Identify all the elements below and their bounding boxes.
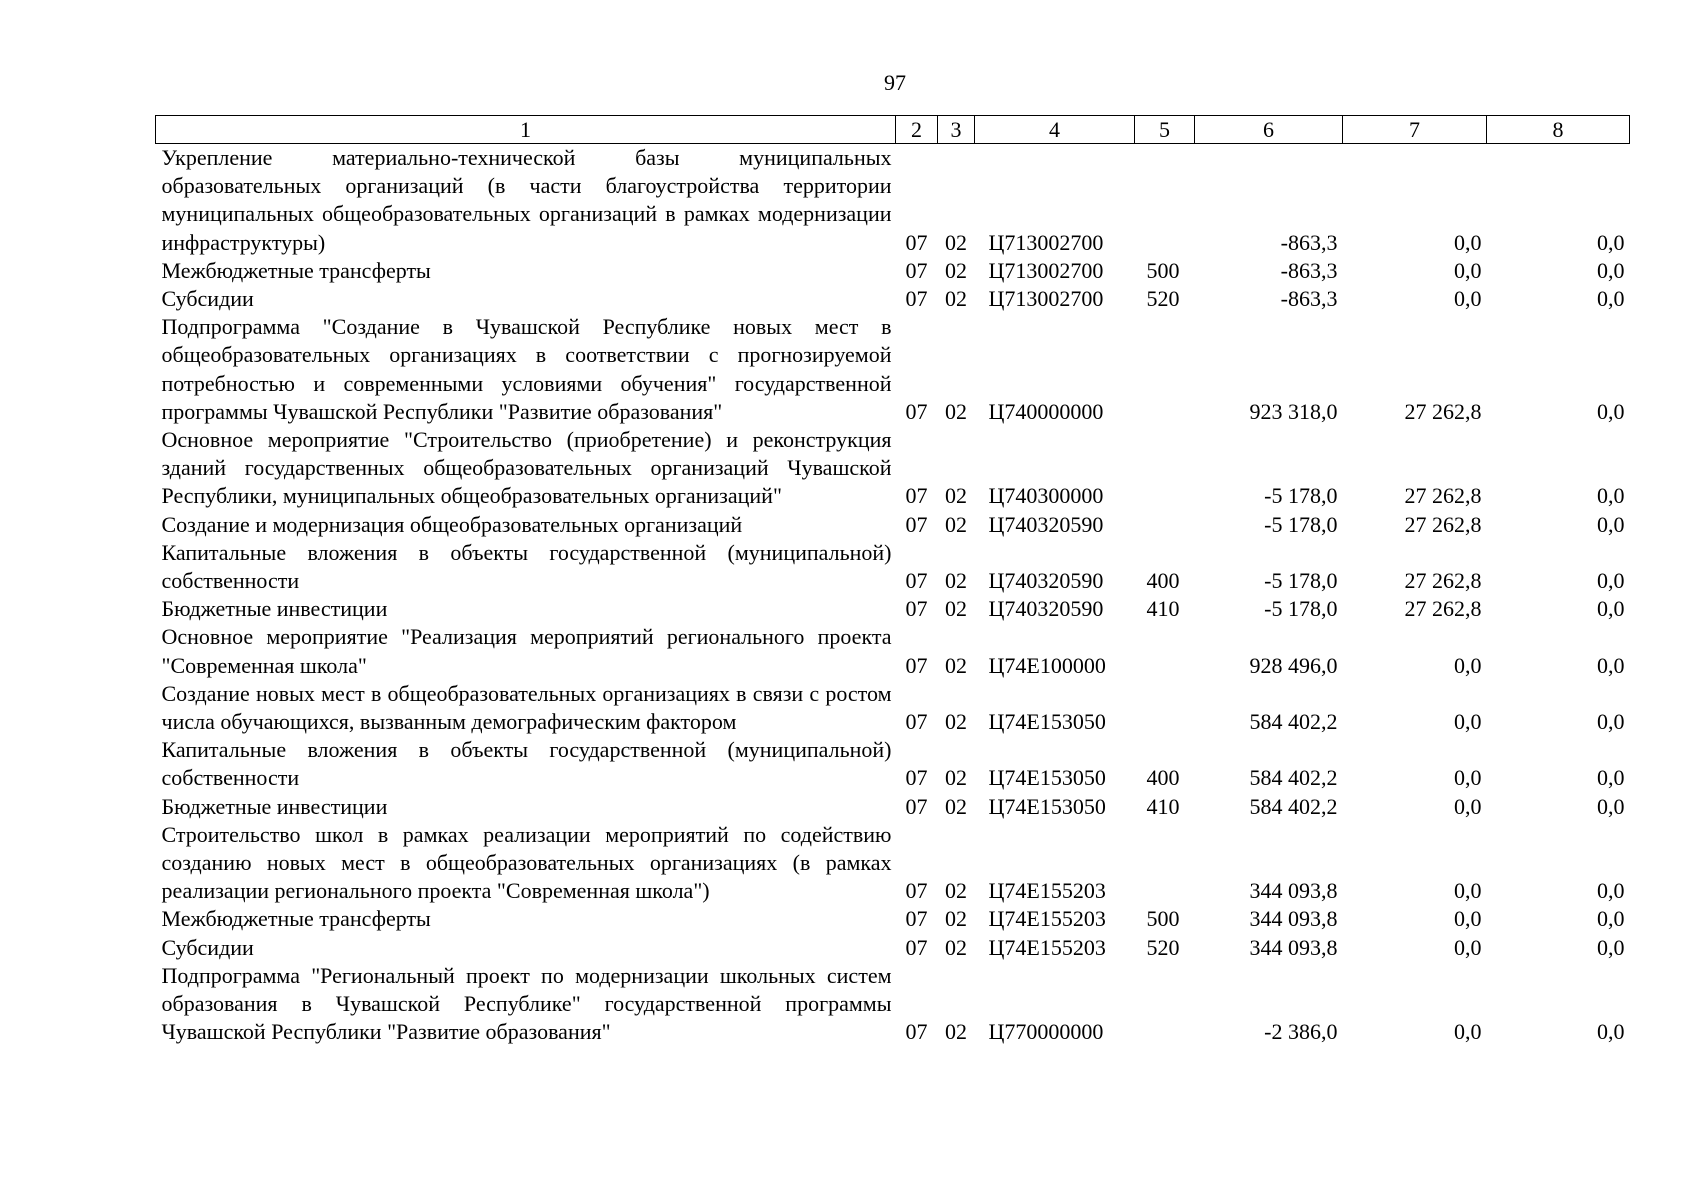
row-expense-type: 500 xyxy=(1146,906,1180,932)
table-row xyxy=(156,934,1630,962)
row-section: 07 xyxy=(905,483,928,509)
header-col-2: 2 xyxy=(896,116,938,144)
row-subsection: 02 xyxy=(945,1019,967,1045)
row-amount-7: 0,0 xyxy=(1454,878,1482,904)
row-name: Бюджетные инвестиции xyxy=(161,793,388,819)
row-amount-8: 0,0 xyxy=(1597,257,1625,283)
row-subsection: 02 xyxy=(945,652,967,678)
row-amount-8: 0,0 xyxy=(1597,906,1625,932)
table-row xyxy=(156,793,1630,821)
row-name: Межбюджетные трансферты xyxy=(161,906,431,932)
row-name: Основное мероприятие "Реализация мероприятий регионального проекта "Современная школа" xyxy=(161,624,892,678)
row-name: Создание и модернизация общеобразовательных организаций xyxy=(161,511,743,537)
row-subsection: 02 xyxy=(945,398,967,424)
table-row xyxy=(156,595,1630,623)
row-target-article: Ц74Е155203 xyxy=(988,906,1106,932)
header-col-3: 3 xyxy=(938,116,975,144)
row-amount-8: 0,0 xyxy=(1597,568,1625,594)
row-subsection: 02 xyxy=(945,257,967,283)
row-expense-type xyxy=(1135,623,1195,679)
row-section: 07 xyxy=(905,286,928,312)
row-amount-8: 0,0 xyxy=(1597,765,1625,791)
row-amount-7: 27 262,8 xyxy=(1404,511,1482,537)
row-subsection: 02 xyxy=(945,229,967,255)
row-section: 07 xyxy=(905,596,928,622)
row-amount-6: -5 178,0 xyxy=(1264,568,1338,594)
row-amount-8: 0,0 xyxy=(1597,1019,1625,1045)
row-target-article: Ц74Е153050 xyxy=(988,793,1106,819)
header-col-1: 1 xyxy=(156,116,896,144)
row-expense-type xyxy=(1135,426,1195,511)
row-section: 07 xyxy=(905,229,928,255)
row-target-article: Ц74Е153050 xyxy=(988,709,1106,735)
row-target-article: Ц740300000 xyxy=(988,483,1104,509)
row-expense-type: 520 xyxy=(1146,286,1180,312)
row-target-article: Ц740320590 xyxy=(988,596,1104,622)
row-amount-6: -5 178,0 xyxy=(1264,596,1338,622)
row-amount-7: 0,0 xyxy=(1454,765,1482,791)
row-amount-8: 0,0 xyxy=(1597,934,1625,960)
row-subsection: 02 xyxy=(945,906,967,932)
row-name: Субсидии xyxy=(161,934,254,960)
row-expense-type: 410 xyxy=(1146,596,1180,622)
row-name: Капитальные вложения в объекты государственной (муниципальной) собственности xyxy=(161,737,892,791)
table-row xyxy=(156,821,1630,906)
row-amount-6: -2 386,0 xyxy=(1264,1019,1338,1045)
table-row xyxy=(156,680,1630,736)
row-amount-8: 0,0 xyxy=(1597,878,1625,904)
row-amount-6: -5 178,0 xyxy=(1264,483,1338,509)
row-expense-type: 400 xyxy=(1146,568,1180,594)
row-name: Создание новых мест в общеобразовательных организациях в связи с ростом числа обучающихся, вызванным демографическим фактором xyxy=(161,680,892,735)
row-amount-6: 344 093,8 xyxy=(1249,878,1338,904)
row-subsection: 02 xyxy=(945,511,967,537)
row-amount-6: 584 402,2 xyxy=(1249,709,1338,735)
page-number: 97 xyxy=(884,70,906,95)
row-amount-7: 27 262,8 xyxy=(1404,596,1482,622)
row-section: 07 xyxy=(905,934,928,960)
header-row xyxy=(156,116,1630,144)
header-col-4: 4 xyxy=(975,116,1135,144)
header-col-8: 8 xyxy=(1487,116,1630,144)
row-amount-7: 0,0 xyxy=(1454,709,1482,735)
table-row xyxy=(156,623,1630,679)
row-expense-type xyxy=(1135,511,1195,539)
row-name: Строительство школ в рамках реализации мероприятий по содействию созданию новых мест в общеобразовательных организациях (в рамках реализации регионального проекта "Современная школа") xyxy=(161,821,892,904)
header-col-6: 6 xyxy=(1195,116,1343,144)
row-subsection: 02 xyxy=(945,793,967,819)
header-col-7: 7 xyxy=(1343,116,1487,144)
table-row xyxy=(156,257,1630,285)
row-expense-type xyxy=(1135,821,1195,906)
row-target-article: Ц713002700 xyxy=(988,286,1104,312)
row-amount-6: 584 402,2 xyxy=(1249,765,1338,791)
table-row xyxy=(156,736,1630,792)
row-amount-7: 0,0 xyxy=(1454,652,1482,678)
table-row xyxy=(156,962,1630,1047)
row-amount-7: 0,0 xyxy=(1454,906,1482,932)
table-row xyxy=(156,313,1630,426)
row-target-article: Ц713002700 xyxy=(988,229,1104,255)
row-amount-8: 0,0 xyxy=(1597,229,1625,255)
budget-table xyxy=(155,115,1630,1047)
row-section: 07 xyxy=(905,568,928,594)
row-expense-type: 410 xyxy=(1146,793,1180,819)
row-section: 07 xyxy=(905,709,928,735)
row-name: Подпрограмма "Создание в Чувашской Республике новых мест в общеобразовательных организациях в соответствии с прогнозируемой потребностью и современными условиями обучения" государственной программы Чувашской Республики "Развитие образования" xyxy=(161,314,892,424)
table-row xyxy=(156,539,1630,595)
row-subsection: 02 xyxy=(945,568,967,594)
table-row xyxy=(156,905,1630,933)
row-expense-type: 500 xyxy=(1146,257,1180,283)
row-subsection: 02 xyxy=(945,878,967,904)
row-name: Субсидии xyxy=(161,286,254,312)
row-target-article: Ц740000000 xyxy=(988,398,1104,424)
row-amount-8: 0,0 xyxy=(1597,511,1625,537)
row-subsection: 02 xyxy=(945,596,967,622)
row-section: 07 xyxy=(905,1019,928,1045)
row-amount-8: 0,0 xyxy=(1597,709,1625,735)
row-amount-7: 0,0 xyxy=(1454,257,1482,283)
row-amount-8: 0,0 xyxy=(1597,596,1625,622)
row-target-article: Ц74Е153050 xyxy=(988,765,1106,791)
row-amount-7: 27 262,8 xyxy=(1404,483,1482,509)
row-subsection: 02 xyxy=(945,934,967,960)
row-amount-7: 0,0 xyxy=(1454,286,1482,312)
row-name: Укрепление материально-технической базы муниципальных образовательных организаций (в части благоустройства территории муниципальных общеобразовательных организаций в рамках модернизации инфраструктуры) xyxy=(161,145,892,255)
row-amount-7: 0,0 xyxy=(1454,793,1482,819)
row-subsection: 02 xyxy=(945,286,967,312)
header-col-5: 5 xyxy=(1135,116,1195,144)
row-section: 07 xyxy=(905,906,928,932)
row-expense-type xyxy=(1135,680,1195,736)
row-name: Подпрограмма "Региональный проект по модернизации школьных систем образования в Чувашской Республике" государственной программы Чувашской Республики "Развитие образования" xyxy=(161,962,892,1045)
table-row xyxy=(156,285,1630,313)
row-target-article: Ц74Е100000 xyxy=(988,652,1106,678)
row-amount-6: -863,3 xyxy=(1280,257,1338,283)
row-section: 07 xyxy=(905,793,928,819)
row-amount-7: 27 262,8 xyxy=(1404,568,1482,594)
row-name: Основное мероприятие "Строительство (приобретение) и реконструкция зданий государственных общеобразовательных организаций Чувашской Республики, муниципальных общеобразовательных организаций" xyxy=(161,427,892,509)
row-amount-6: -863,3 xyxy=(1280,229,1338,255)
row-amount-6: 584 402,2 xyxy=(1249,793,1338,819)
row-name: Межбюджетные трансферты xyxy=(161,257,431,283)
table-row xyxy=(156,144,1630,257)
row-section: 07 xyxy=(905,652,928,678)
row-target-article: Ц74Е155203 xyxy=(988,878,1106,904)
row-amount-6: 344 093,8 xyxy=(1249,906,1338,932)
row-name: Бюджетные инвестиции xyxy=(161,596,388,622)
row-amount-7: 0,0 xyxy=(1454,1019,1482,1045)
row-section: 07 xyxy=(905,511,928,537)
row-section: 07 xyxy=(905,878,928,904)
row-subsection: 02 xyxy=(945,765,967,791)
row-amount-7: 0,0 xyxy=(1454,934,1482,960)
row-amount-8: 0,0 xyxy=(1597,652,1625,678)
row-target-article: Ц770000000 xyxy=(988,1019,1104,1045)
row-amount-6: 928 496,0 xyxy=(1249,652,1338,678)
row-target-article: Ц740320590 xyxy=(988,511,1104,537)
row-target-article: Ц740320590 xyxy=(988,568,1104,594)
table-row xyxy=(156,511,1630,539)
row-amount-8: 0,0 xyxy=(1597,793,1625,819)
row-amount-8: 0,0 xyxy=(1597,398,1625,424)
row-expense-type xyxy=(1135,313,1195,426)
row-section: 07 xyxy=(905,765,928,791)
row-amount-6: -863,3 xyxy=(1280,286,1338,312)
row-expense-type: 520 xyxy=(1146,934,1180,960)
row-amount-6: -5 178,0 xyxy=(1264,511,1338,537)
table-header xyxy=(156,116,1630,144)
row-amount-7: 0,0 xyxy=(1454,229,1482,255)
row-subsection: 02 xyxy=(945,709,967,735)
row-expense-type xyxy=(1135,962,1195,1047)
row-amount-6: 344 093,8 xyxy=(1249,934,1338,960)
row-amount-6: 923 318,0 xyxy=(1249,398,1338,424)
row-target-article: Ц713002700 xyxy=(988,257,1104,283)
row-expense-type: 400 xyxy=(1146,765,1180,791)
row-amount-8: 0,0 xyxy=(1597,483,1625,509)
row-subsection: 02 xyxy=(945,483,967,509)
row-amount-8: 0,0 xyxy=(1597,286,1625,312)
table-row xyxy=(156,426,1630,511)
row-name: Капитальные вложения в объекты государственной (муниципальной) собственности xyxy=(161,539,892,594)
row-section: 07 xyxy=(905,398,928,424)
table-body xyxy=(156,144,1630,1047)
row-section: 07 xyxy=(905,257,928,283)
row-expense-type xyxy=(1135,144,1195,257)
row-amount-7: 27 262,8 xyxy=(1404,398,1482,424)
row-target-article: Ц74Е155203 xyxy=(988,934,1106,960)
